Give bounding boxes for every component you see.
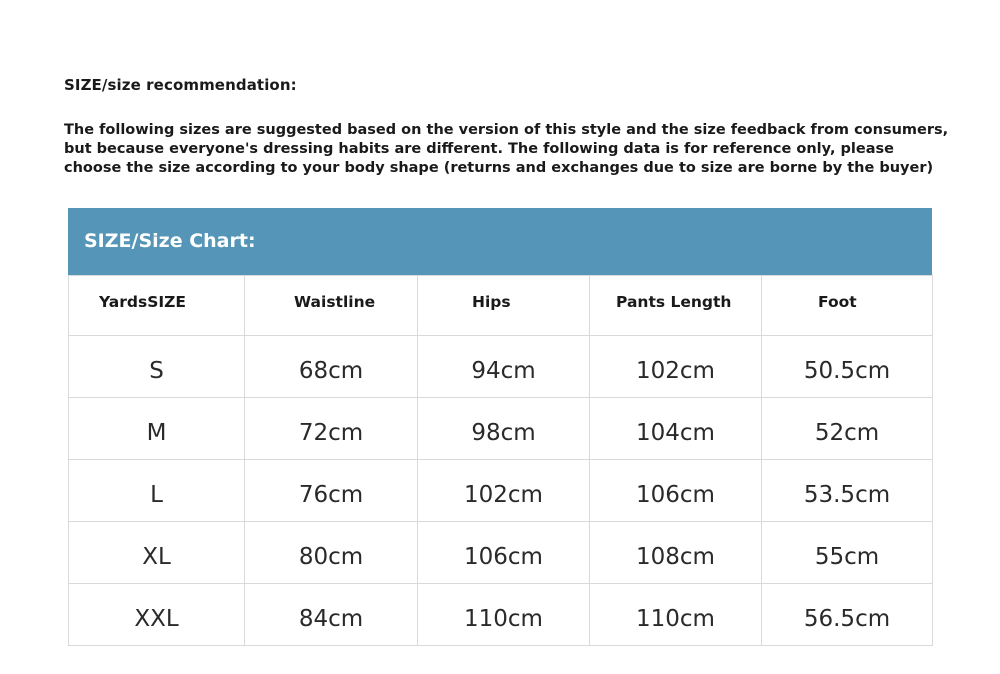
cell-pants-length: 106cm bbox=[590, 460, 762, 522]
cell-foot: 55cm bbox=[762, 522, 933, 584]
cell-size: L bbox=[69, 460, 245, 522]
cell-pants-length: 104cm bbox=[590, 398, 762, 460]
size-chart-title: SIZE/Size Chart: bbox=[68, 208, 932, 275]
size-chart bbox=[68, 208, 932, 646]
cell-hips: 102cm bbox=[418, 460, 590, 522]
cell-hips: 110cm bbox=[418, 584, 590, 646]
cell-foot: 56.5cm bbox=[762, 584, 933, 646]
cell-pants-length: 102cm bbox=[590, 336, 762, 398]
cell-waistline: 68cm bbox=[245, 336, 418, 398]
cell-size: XXL bbox=[69, 584, 245, 646]
table-row bbox=[69, 584, 933, 646]
cell-waistline: 84cm bbox=[245, 584, 418, 646]
cell-waistline: 76cm bbox=[245, 460, 418, 522]
cell-pants-length: 110cm bbox=[590, 584, 762, 646]
table-row bbox=[69, 398, 933, 460]
column-header-pants-length: Pants Length bbox=[590, 276, 762, 336]
cell-foot: 50.5cm bbox=[762, 336, 933, 398]
column-header-foot: Foot bbox=[762, 276, 933, 336]
cell-waistline: 80cm bbox=[245, 522, 418, 584]
column-header-waistline: Waistline bbox=[245, 276, 418, 336]
table-row bbox=[69, 460, 933, 522]
cell-hips: 98cm bbox=[418, 398, 590, 460]
cell-pants-length: 108cm bbox=[590, 522, 762, 584]
column-header-size: YardsSIZE bbox=[69, 276, 245, 336]
cell-size: M bbox=[69, 398, 245, 460]
cell-size: S bbox=[69, 336, 245, 398]
page-heading: SIZE/size recommendation: bbox=[64, 76, 297, 94]
table-row bbox=[69, 522, 933, 584]
table-row bbox=[69, 336, 933, 398]
size-table bbox=[68, 275, 933, 646]
cell-hips: 106cm bbox=[418, 522, 590, 584]
cell-size: XL bbox=[69, 522, 245, 584]
column-header-hips: Hips bbox=[418, 276, 590, 336]
intro-line: The following sizes are suggested based on the version of this style and the size feedback from consumers, bbox=[64, 122, 949, 138]
cell-foot: 52cm bbox=[762, 398, 933, 460]
cell-foot: 53.5cm bbox=[762, 460, 933, 522]
cell-waistline: 72cm bbox=[245, 398, 418, 460]
intro-line: choose the size according to your body shape (returns and exchanges due to size are borne by the buyer) bbox=[64, 160, 934, 176]
table-header-row bbox=[69, 276, 933, 336]
intro-text bbox=[64, 121, 949, 178]
cell-hips: 94cm bbox=[418, 336, 590, 398]
intro-line: but because everyone's dressing habits are different. The following data is for reference only, please bbox=[64, 141, 894, 157]
